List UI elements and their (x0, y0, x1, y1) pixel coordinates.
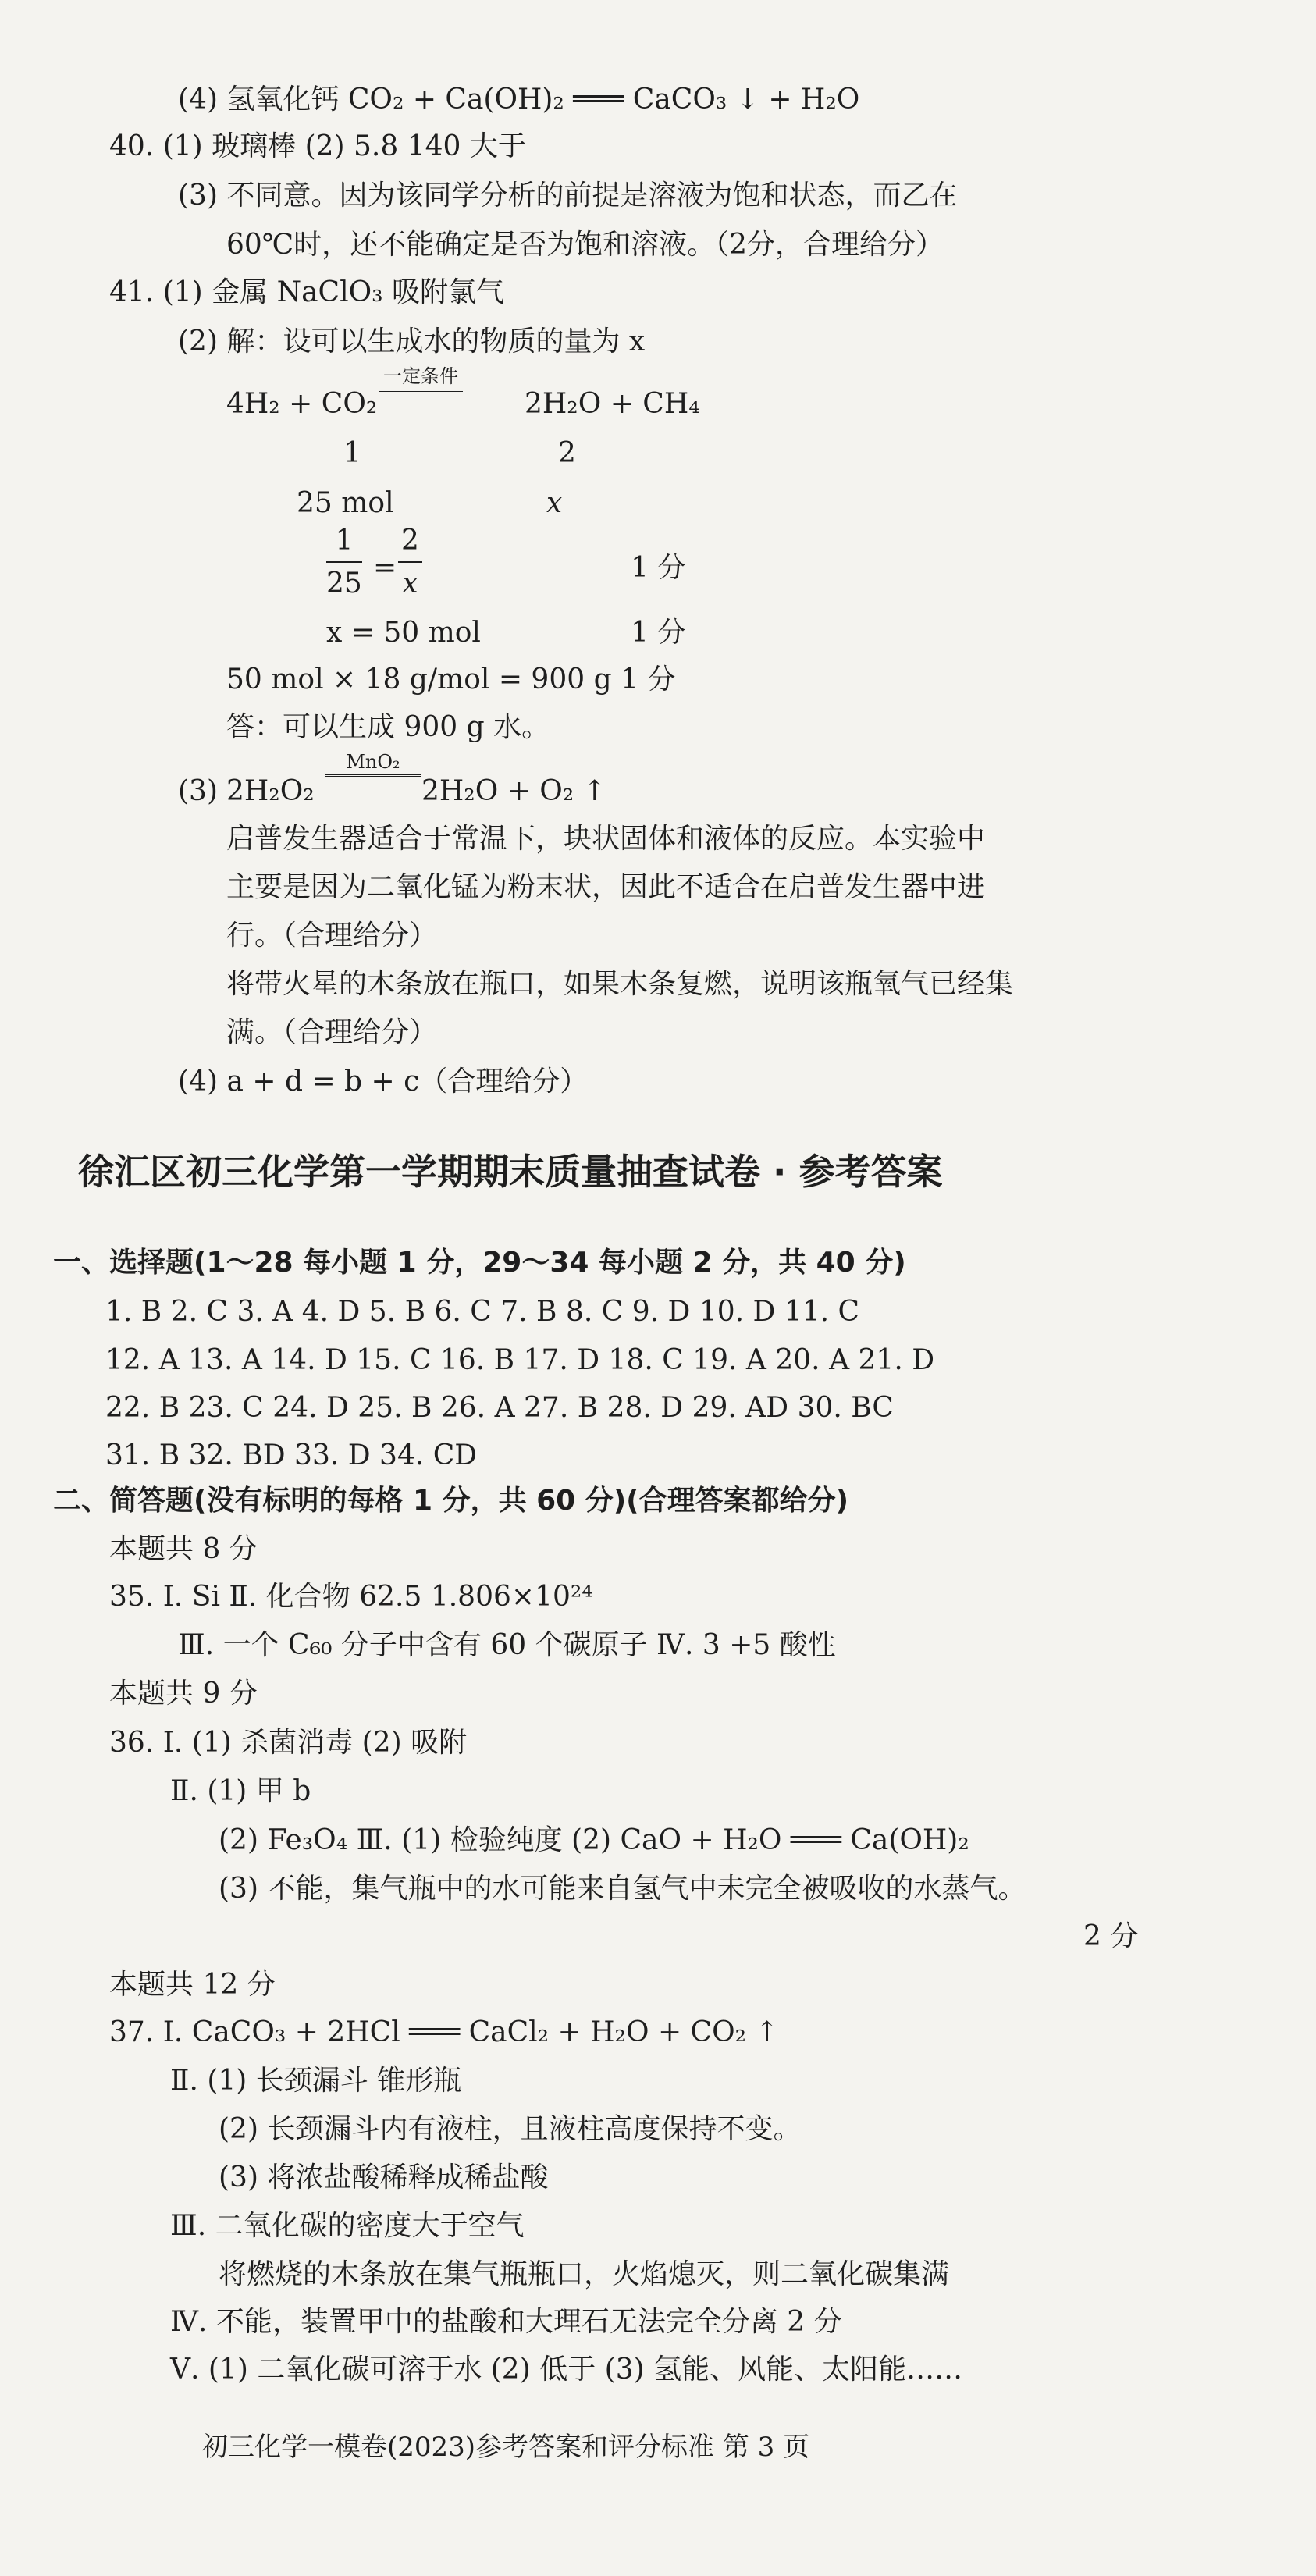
answer-35-line2: Ⅲ. 一个 C₆₀ 分子中含有 60 个碳原子 Ⅳ. 3 +5 酸性 (178, 1629, 836, 1661)
fraction-left (326, 525, 362, 600)
answer-37-line7: Ⅳ. 不能，装置甲中的盐酸和大理石无法完全分离 2 分 (170, 2306, 842, 2338)
score-2: 1 分 (631, 617, 686, 649)
x-result: x = 50 mol (326, 617, 481, 649)
answer-37-line6: 将燃烧的木条放在集气瓶瓶口，火焰熄灭，则二氧化碳集满 (219, 2258, 950, 2290)
amount-1: 25 mol (297, 487, 394, 519)
answer-39-4: (4) 氢氧化钙 CO₂ + Ca(OH)₂ ═══ CaCO₃ ↓ + H₂O (178, 84, 860, 116)
answer-41-3-line2: 主要是因为二氧化锰为粉末状，因此不适合在启普发生器中进 (226, 871, 986, 903)
answer-37-line8: Ⅴ. (1) 二氧化碳可溶于水 (2) 低于 (3) 氢能、风能、太阳能…… (170, 2354, 963, 2386)
answer-37-line1: 37. Ⅰ. CaCO₃ + 2HCl ═══ CaCl₂ + H₂O + CO₂ ↑ (109, 2016, 779, 2048)
equation-1-right: 2H₂O + CH₄ (525, 388, 700, 420)
answer-41-3-label: (3) (178, 775, 218, 807)
choice-row-3: 22. B 23. C 24. D 25. B 26. A 27. B 28. D 29. AD 30. BC (105, 1392, 894, 1424)
mass-calculation: 50 mol × 18 g/mol = 900 g 1 分 (226, 664, 676, 696)
answer-37-line4: (3) 将浓盐酸稀释成稀盐酸 (219, 2161, 549, 2194)
equation-1-left: 4H₂ + CO₂ (226, 388, 378, 420)
answer-37-line2: Ⅱ. (1) 长颈漏斗 锥形瓶 (170, 2065, 462, 2097)
answer-41-3-line1: 启普发生器适合于常温下，块状固体和液体的反应。本实验中 (226, 823, 986, 855)
q35-total: 本题共 8 分 (109, 1533, 258, 1565)
page-title: 徐汇区初三化学第一学期期末质量抽查试卷 · 参考答案 (78, 1151, 943, 1193)
answer-40-3-line1: (3) 不同意。因为该同学分析的前提是溶液为饱和状态，而乙在 (178, 180, 958, 212)
answer-37-line5: Ⅲ. 二氧化碳的密度大于空气 (170, 2210, 525, 2242)
score-1: 1 分 (631, 552, 686, 584)
equation-2-condition: MnO₂ (325, 751, 421, 777)
section-2-heading: 二、简答题(没有标明的每格 1 分，共 60 分)(合理答案都给分) (53, 1485, 849, 1517)
choice-row-2: 12. A 13. A 14. D 15. C 16. B 17. D 18. C 19. A 20. A 21. D (105, 1344, 935, 1376)
amount-2: x (546, 487, 563, 519)
final-answer: 答：可以生成 900 g 水。 (226, 711, 550, 743)
ratio-1: 1 (343, 437, 361, 469)
answer-36-line1: 36. Ⅰ. (1) 杀菌消毒 (2) 吸附 (109, 1727, 468, 1759)
q36-total: 本题共 9 分 (109, 1678, 258, 1710)
section-1-heading: 一、选择题(1～28 每小题 1 分，29～34 每小题 2 分，共 40 分) (53, 1247, 906, 1279)
answer-36-line2: Ⅱ. (1) 甲 b (170, 1775, 311, 1807)
choice-row-1: 1. B 2. C 3. A 4. D 5. B 6. C 7. B 8. C 9. D 10. D 11. C (105, 1296, 860, 1328)
answer-36-line4: (3) 不能，集气瓶中的水可能来自氢气中未完全被吸收的水蒸气。 (219, 1873, 1026, 1905)
fraction-right (398, 525, 422, 600)
fraction-left-denominator: 25 (326, 568, 362, 600)
answer-41-3-line5: 满。（合理给分） (226, 1016, 438, 1048)
fraction-right-denominator: x (402, 568, 418, 600)
fraction-equals: = (373, 552, 397, 584)
q37-total: 本题共 12 分 (109, 1969, 276, 2001)
answer-36-score: 2 分 (1083, 1920, 1139, 1952)
answer-36-line3: (2) Fe₃O₄ Ⅲ. (1) 检验纯度 (2) CaO + H₂O ═══ Ca(OH)₂ (219, 1824, 969, 1856)
answer-40-head: 40. (1) 玻璃棒 (2) 5.8 140 大于 (109, 130, 526, 162)
answer-41-head: 41. (1) 金属 NaClO₃ 吸附氯气 (109, 276, 504, 308)
answer-41-3-line4: 将带火星的木条放在瓶口，如果木条复燃，说明该瓶氧气已经集 (226, 968, 1014, 1000)
choice-row-4: 31. B 32. BD 33. D 34. CD (105, 1439, 478, 1471)
equation-2-right: 2H₂O + O₂ ↑ (421, 775, 606, 807)
answer-40-3-line2: 60℃时，还不能确定是否为饱和溶液。（2分，合理给分） (226, 229, 944, 261)
answer-41-4: (4) a + d = b + c（合理给分） (178, 1066, 589, 1098)
answer-35-line1: 35. Ⅰ. Si Ⅱ. 化合物 62.5 1.806×10²⁴ (109, 1581, 593, 1613)
fraction-right-numerator: 2 (398, 525, 422, 563)
page-footer: 初三化学一模卷(2023)参考答案和评分标准 第 3 页 (201, 2432, 810, 2463)
fraction-left-numerator: 1 (326, 525, 362, 563)
equation-2-left: 2H₂O₂ (226, 775, 315, 807)
answer-37-line3: (2) 长颈漏斗内有液柱，且液柱高度保持不变。 (219, 2113, 802, 2145)
equation-1-condition: 一定条件 (379, 361, 463, 392)
ratio-2: 2 (558, 437, 576, 469)
answer-41-2: (2) 解：设可以生成水的物质的量为 x (178, 326, 646, 358)
answer-41-3-line3: 行。（合理给分） (226, 920, 438, 952)
